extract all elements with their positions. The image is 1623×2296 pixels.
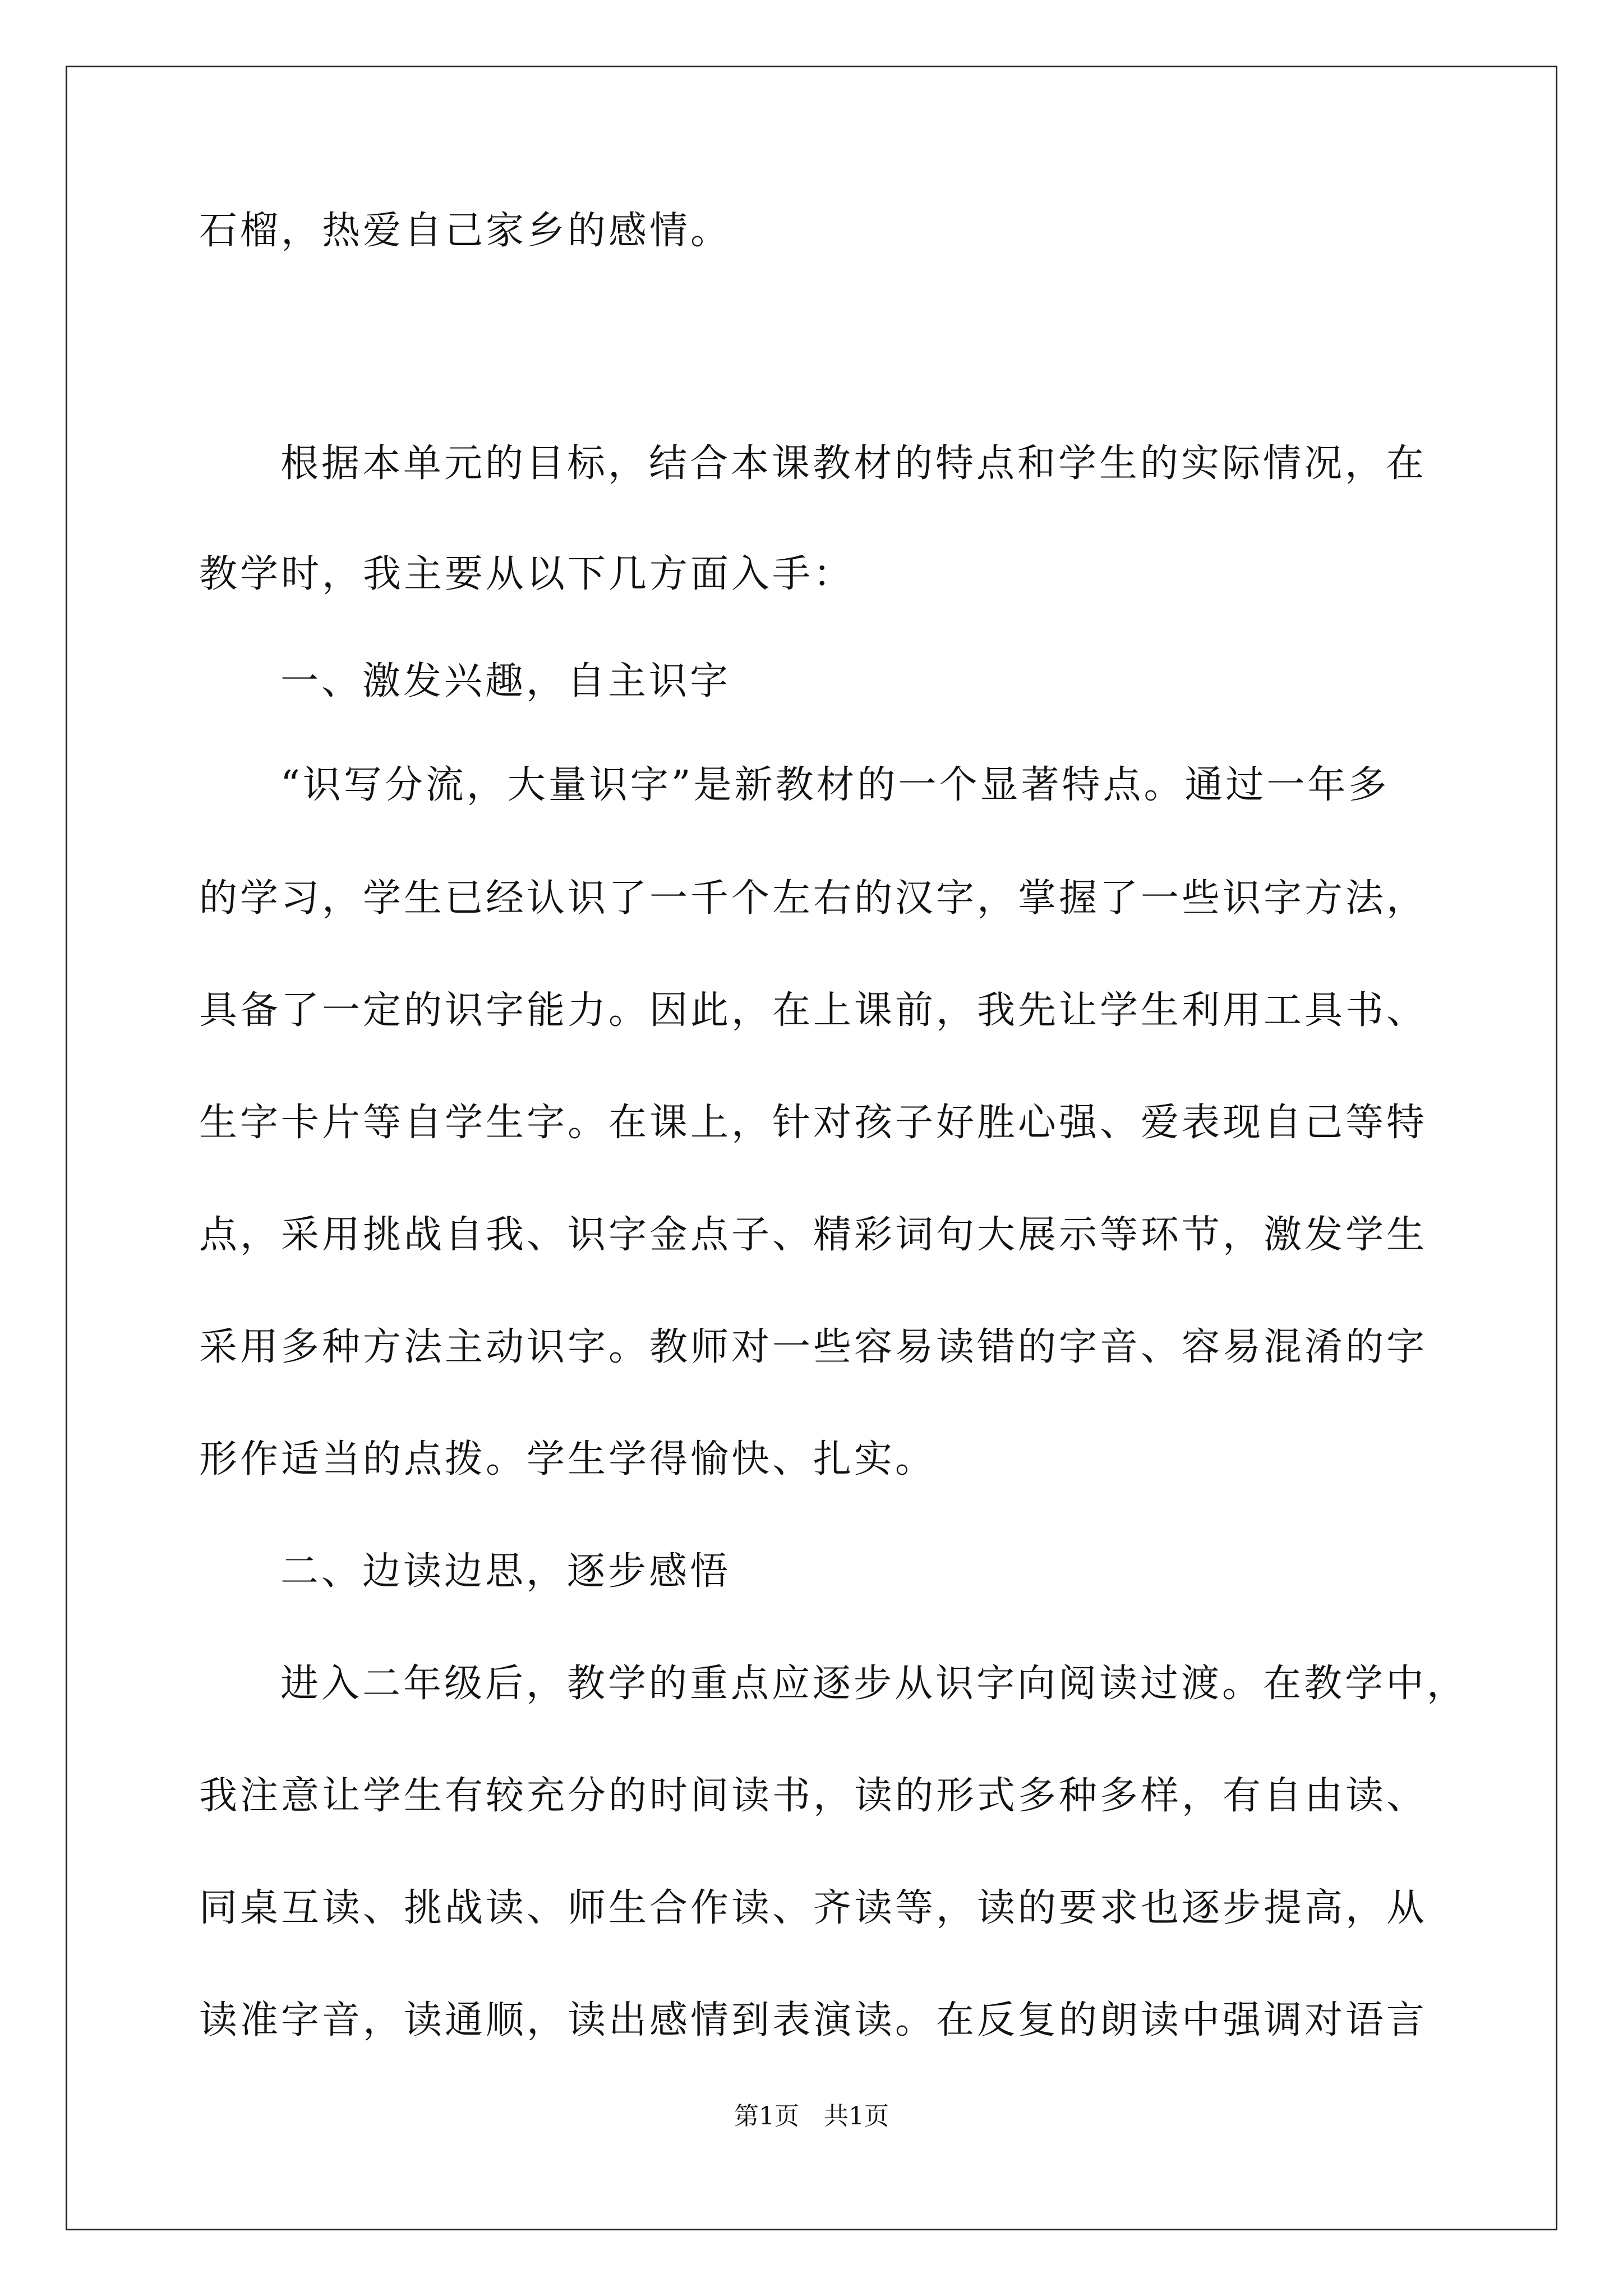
text-line-16: 读准字音，读通顺，读出感情到表演读。在反复的朗读中强调对语言 [199, 1998, 1428, 2042]
text-line-5: “识写分流，大量识字”是新教材的一个显著特点。通过一年多 [280, 763, 1390, 807]
page-number-footer: 第1页 共1页 [734, 2102, 889, 2131]
text-line-15: 同桌互读、挑战读、师生合作读、齐读等，读的要求也逐步提高，从 [199, 1886, 1428, 1930]
text-line-1: 石榴，热爱自己家乡的感情。 [199, 209, 732, 253]
text-line-10: 采用多种方法主动识字。教师对一些容易读错的字音、容易混淆的字 [199, 1325, 1428, 1369]
text-line-11: 形作适当的点拨。学生学得愉快、扎实。 [199, 1437, 937, 1481]
section-heading-1: 一、激发兴趣，自主识字 [280, 659, 731, 703]
text-line-3: 教学时，我主要从以下几方面入手： [199, 552, 855, 596]
text-line-14: 我注意让学生有较充分的时间读书，读的形式多种多样，有自由读、 [199, 1774, 1428, 1818]
text-line-13: 进入二年级后，教学的重点应逐步从识字向阅读过渡。在教学中， [280, 1662, 1468, 1706]
text-line-8: 生字卡片等自学生字。在课上，针对孩子好胜心强、爱表现自己等特 [199, 1101, 1428, 1145]
text-line-2: 根据本单元的目标，结合本课教材的特点和学生的实际情况，在 [280, 441, 1427, 486]
text-line-6: 的学习，学生已经认识了一千个左右的汉字，掌握了一些识字方法， [199, 876, 1428, 921]
text-line-9: 点，采用挑战自我、识字金点子、精彩词句大展示等环节，激发学生 [199, 1213, 1428, 1257]
text-line-7: 具备了一定的识字能力。因此，在上课前，我先让学生利用工具书、 [199, 988, 1428, 1033]
section-heading-2: 二、边读边思，逐步感悟 [280, 1549, 731, 1594]
